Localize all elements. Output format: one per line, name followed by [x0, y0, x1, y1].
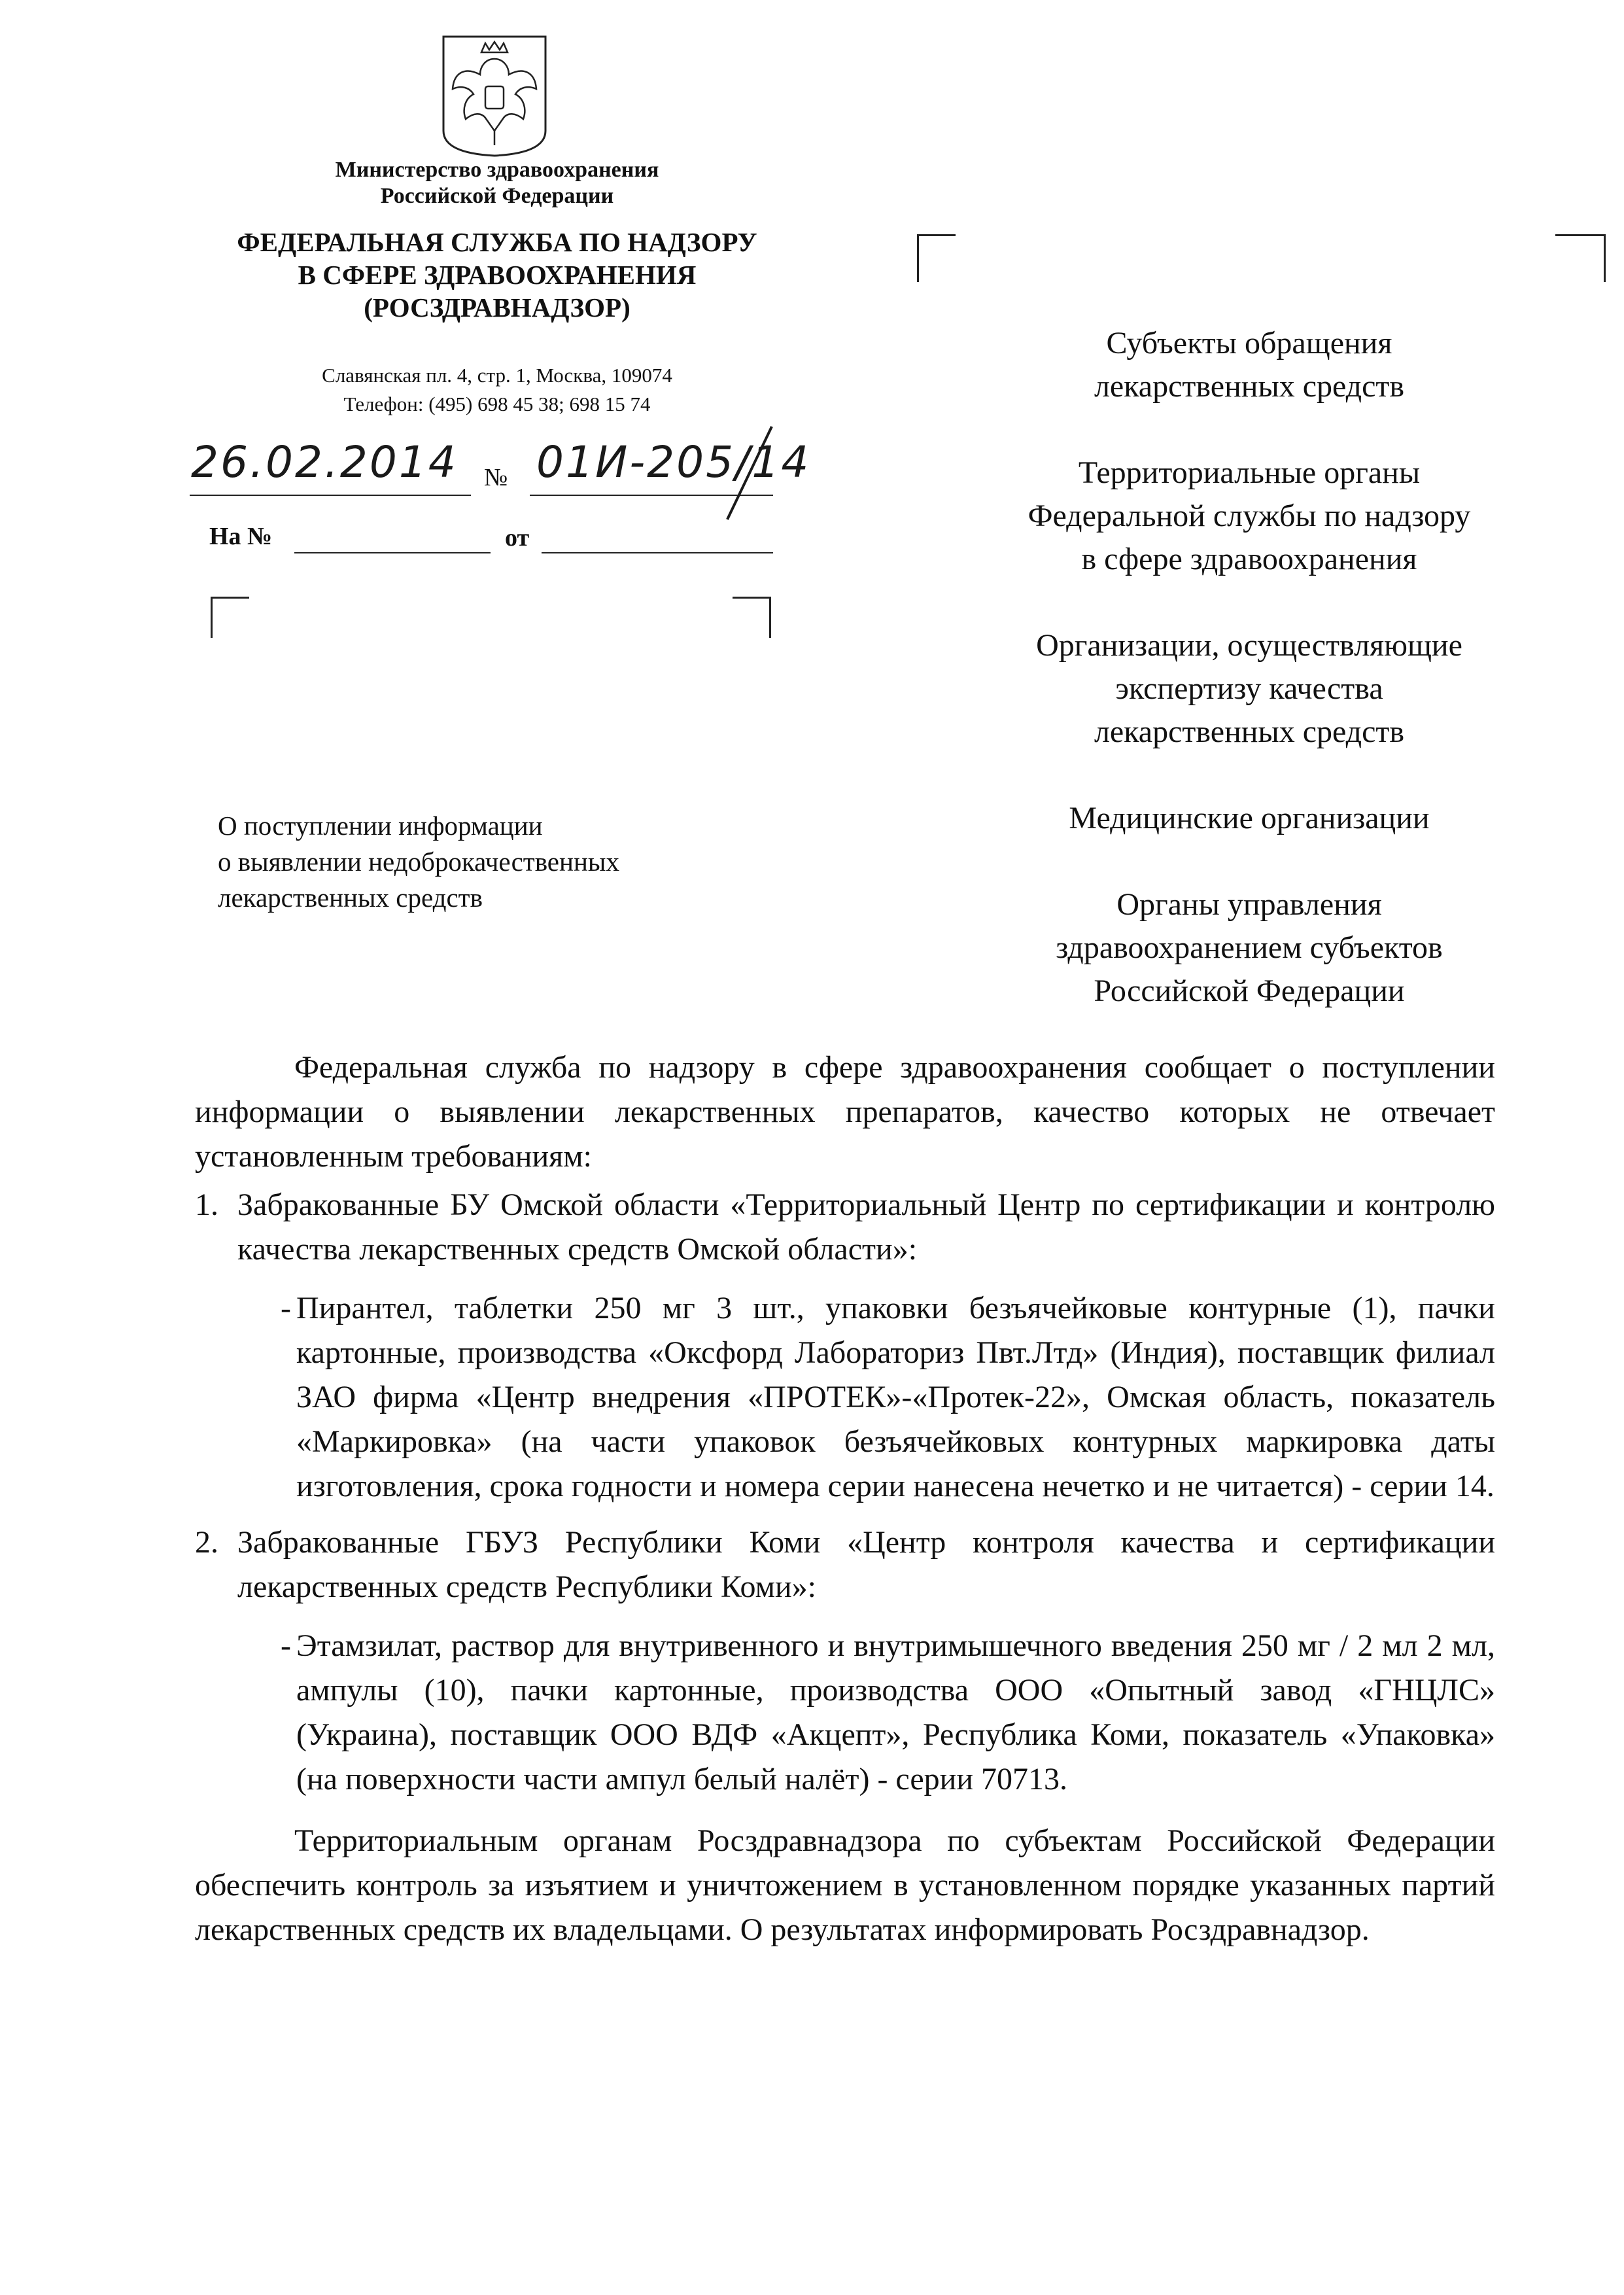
reply-to-field: [294, 552, 491, 553]
item-number: 2.: [195, 1525, 218, 1560]
letterhead-address: Славянская пл. 4, стр. 1, Москва, 109074 Телефон: (495) 698 45 38; 698 15 74: [322, 364, 672, 415]
item-number: 1.: [195, 1187, 218, 1222]
item-text: Забракованные БУ Омской области «Территориальный Центр по сертификации и контролю качества лекарственных средств Омской области»:: [237, 1187, 1495, 1267]
addressee-list: [955, 322, 1544, 1013]
addressee: Субъекты обращения лекарственных средств: [1094, 326, 1405, 404]
ministry-name: Министерство здравоохранения Российской Федерации: [335, 158, 659, 208]
sub-item-text: Этамзилат, раствор для внутривенного и внутримышечного введения 250 мг / 2 мл 2 мл, ампулы (10), пачки картонные, производства ООО «Опытный завод «ГНЦЛС» (Украина), поставщик ООО ВДФ «Акцепт», Республика Коми, показатель «Упаковка» (на поверхности части ампул белый налёт) - серии 70713.: [296, 1628, 1495, 1796]
corner-mark: [211, 597, 249, 638]
list-item: [195, 1520, 1495, 1609]
from-label: от: [505, 524, 530, 552]
registration-date: 26.02.2014: [191, 437, 458, 487]
letter-subject: О поступлении информации о выявлении недоброкачественных лекарственных средств: [218, 811, 619, 913]
registration-number: 01И-205/14: [536, 437, 811, 487]
corner-mark: [917, 234, 956, 282]
addressee: Органы управления здравоохранением субъектов Российской Федерации: [1056, 887, 1443, 1008]
intro-paragraph: Федеральная служба по надзору в сфере здравоохранения сообщает о поступлении информации о выявлении лекарственных препаратов, качество которых не отвечает установленным требованиям:: [195, 1050, 1495, 1174]
sub-item-text: Пирантел, таблетки 250 мг 3 шт., упаковки безъячейковые контурные (1), пачки картонные, производства «Оксфорд Лабораториз Пвт.Лтд» (Индия), поставщик филиал ЗАО фирма «Центр внедрения «ПРОТЕК»-«Протек-22», Омская область, показатель «Маркировка» (на части упаковок безъячейковых контурных маркировка даты изготовления, срока годности и номера серии нанесена нечетко и не читается) - серии 14.: [296, 1291, 1495, 1503]
sub-item-dash: -: [281, 1291, 291, 1325]
item-text: Забракованные ГБУЗ Республики Коми «Центр контроля качества и сертификации лекарственных средств Республики Коми»:: [237, 1525, 1495, 1604]
addressee: Медицинские организации: [1069, 801, 1430, 835]
sub-item: [195, 1624, 1495, 1802]
date-underline: [190, 495, 471, 496]
closing-paragraph: Территориальным органам Росздравнадзора по субъектам Российской Федерации обеспечить контроль за изъятием и уничтожением в установленном порядке указанных партий лекарственных средств их владельцами. О результатах информировать Росздравнадзор.: [195, 1823, 1495, 1947]
sub-item: [195, 1286, 1495, 1509]
handwritten-stroke: [719, 424, 778, 522]
service-name: ФЕДЕРАЛЬНАЯ СЛУЖБА ПО НАДЗОРУ В СФЕРЕ ЗДРАВООХРАНЕНИЯ (РОСЗДРАВНАДЗОР): [237, 227, 757, 323]
reply-to-label: На №: [209, 523, 273, 550]
addressee: Территориальные органы Федеральной службы по надзору в сфере здравоохранения: [1028, 455, 1471, 576]
sub-item-dash: -: [281, 1628, 291, 1663]
letter-body: [195, 1045, 1495, 1952]
addressee: Организации, осуществляющие экспертизу качества лекарственных средств: [1036, 628, 1462, 749]
coat-of-arms-icon: [440, 33, 549, 158]
list-item: [195, 1183, 1495, 1272]
corner-mark: [733, 597, 771, 638]
from-field: [542, 552, 773, 553]
corner-mark: [1555, 234, 1606, 282]
number-label: №: [484, 464, 508, 491]
